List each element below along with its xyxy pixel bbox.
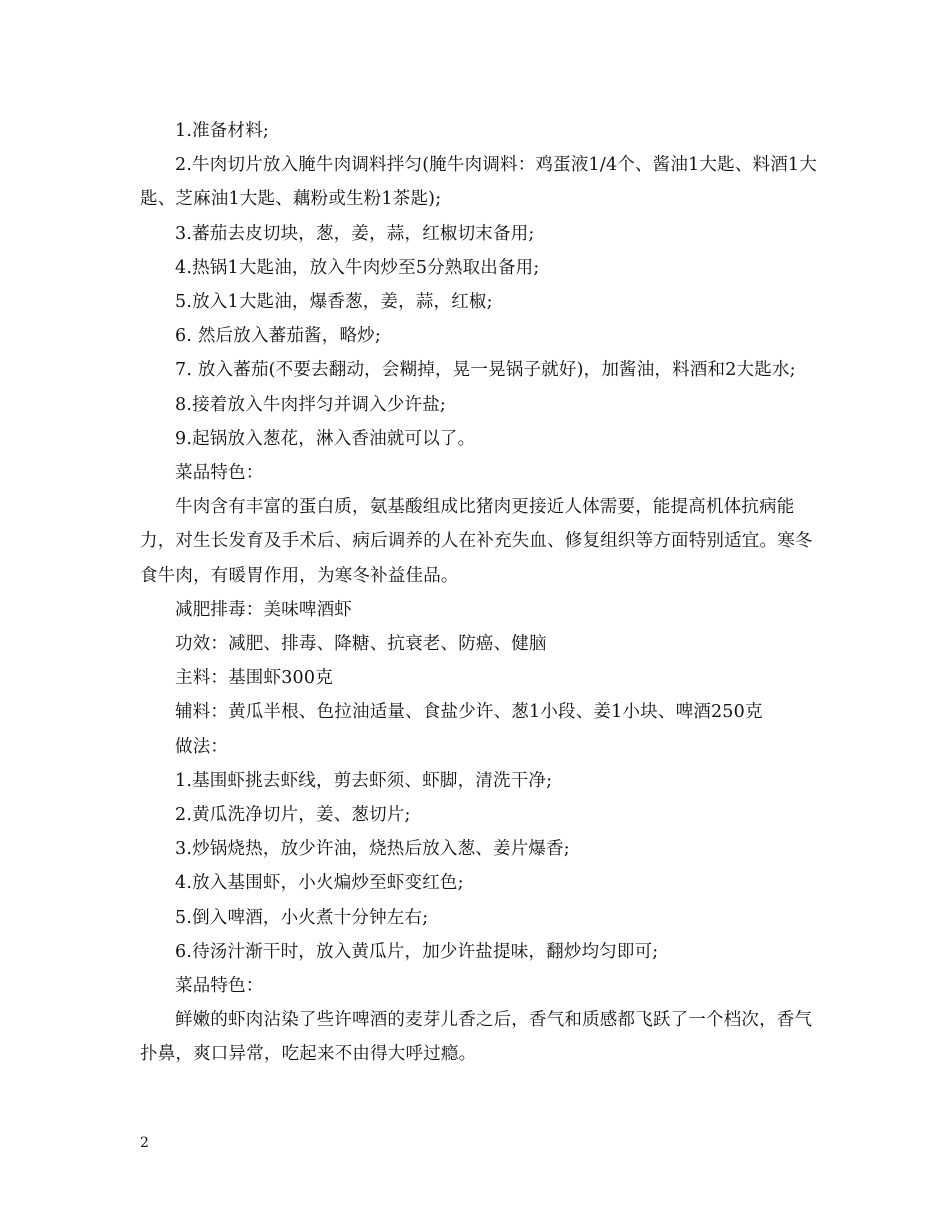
paragraph: 2.黄瓜洗净切片，姜、葱切片; <box>175 805 411 826</box>
paragraph: 3.炒锅烧热，放少许油，烧热后放入葱、姜片爆香; <box>175 839 570 860</box>
body-text <box>140 114 820 1072</box>
paragraph: 2.牛肉切片放入腌牛肉调料拌匀(腌牛肉调料：鸡蛋液1/4个、酱油1大匙、料酒1大匙、芝麻油1大匙、藕粉或生粉1茶匙); <box>140 155 817 210</box>
paragraph: 9.起锅放入葱花，淋入香油就可以了。 <box>175 428 476 449</box>
section-heading: 菜品特色： <box>175 463 264 484</box>
paragraph: 辅料：黄瓜半根、色拉油适量、食盐少许、葱1小段、姜1小块、啤酒250克 <box>175 702 763 723</box>
paragraph: 5.倒入啤酒，小火煮十分钟左右; <box>175 907 429 928</box>
paragraph: 牛肉含有丰富的蛋白质，氨基酸组成比猪肉更接近人体需要，能提高机体抗病能力，对生长发育及手术后、病后调养的人在补充失血、修复组织等方面特别适宜。寒冬食牛肉，有暖胃作用，为寒冬补益佳品。 <box>140 497 813 586</box>
paragraph: 主料：基围虾300克 <box>175 668 333 689</box>
paragraph: 鲜嫩的虾肉沾染了些许啤酒的麦芽儿香之后，香气和质感都飞跃了一个档次，香气扑鼻，爽口异常，吃起来不由得大呼过瘾。 <box>140 1010 813 1065</box>
paragraph: 7. 放入蕃茄(不要去翻动，会糊掉，晃一晃锅子就好)，加酱油，料酒和2大匙水; <box>175 360 796 381</box>
paragraph: 1.基围虾挑去虾线，剪去虾须、虾脚，清洗干净; <box>175 770 553 791</box>
paragraph: 6.待汤汁渐干时，放入黄瓜片，加少许盐提味，翻炒均匀即可; <box>175 941 659 962</box>
paragraph: 4.放入基围虾，小火煸炒至虾变红色; <box>175 873 464 894</box>
paragraph: 3.蕃茄去皮切块，葱，姜，蒜，红椒切末备用; <box>175 223 535 244</box>
section-heading: 减肥排毒：美味啤酒虾 <box>175 599 352 620</box>
paragraph: 1.准备材料; <box>175 121 269 141</box>
paragraph: 功效：减肥、排毒、降糖、抗衰老、防癌、健脑 <box>175 634 547 655</box>
section-heading: 做法： <box>175 736 229 757</box>
page-number: 2 <box>140 1135 149 1151</box>
paragraph: 6. 然后放入蕃茄酱，略炒; <box>175 326 381 347</box>
paragraph: 4.热锅1大匙油，放入牛肉炒至5分熟取出备用; <box>175 257 540 278</box>
section-heading: 菜品特色： <box>175 976 264 997</box>
paragraph: 5.放入1大匙油，爆香葱，姜，蒜，红椒; <box>175 292 493 313</box>
paragraph: 8.接着放入牛肉拌匀并调入少许盐; <box>175 394 446 415</box>
